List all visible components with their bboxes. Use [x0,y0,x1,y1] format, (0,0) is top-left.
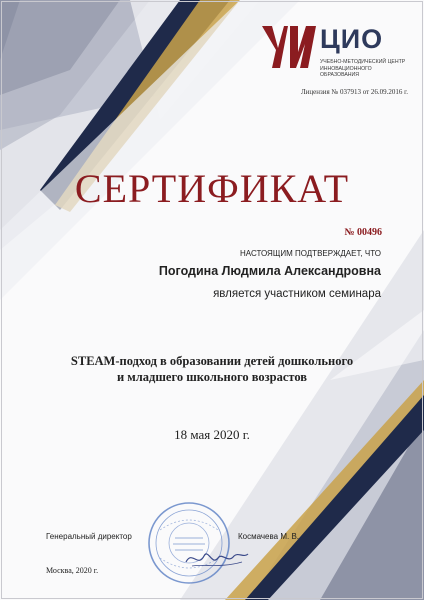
organization-logo [258,22,408,82]
signature-icon [182,542,252,572]
certificate-number: № 00496 [344,227,382,238]
seminar-title-line-2: и младшего школьного возрастов [116,370,308,384]
seminar-title-line-1: STEAM-подход в образовании детей дошкольного [70,354,354,368]
seminar-title [0,353,424,385]
confirm-text: НАСТОЯЩИМ ПОДТВЕРЖДАЕТ, ЧТО [240,249,381,258]
director-label: Генеральный директор [46,532,132,541]
director-name: Космачева М. В. [238,532,299,541]
city-year: Москва, 2020 г. [46,566,99,575]
certificate-date: 18 мая 2020 г. [174,427,250,442]
license-text: Лицензия № 037913 от 26.09.2016 г. [300,88,408,96]
certificate-title: СЕРТИФИКАТ [74,166,350,211]
logo-mark-icon [258,22,322,72]
logo-text: ЦИО [320,24,384,54]
recipient-name: Погодина Людмила Александровна [158,264,381,278]
role-text: является участником семинара [213,288,381,300]
logo-subtitle: УЧЕБНО-МЕТОДИЧЕСКИЙ ЦЕНТР ИННОВАЦИОННОГО ОБРАЗОВАНИЯ [320,59,406,78]
